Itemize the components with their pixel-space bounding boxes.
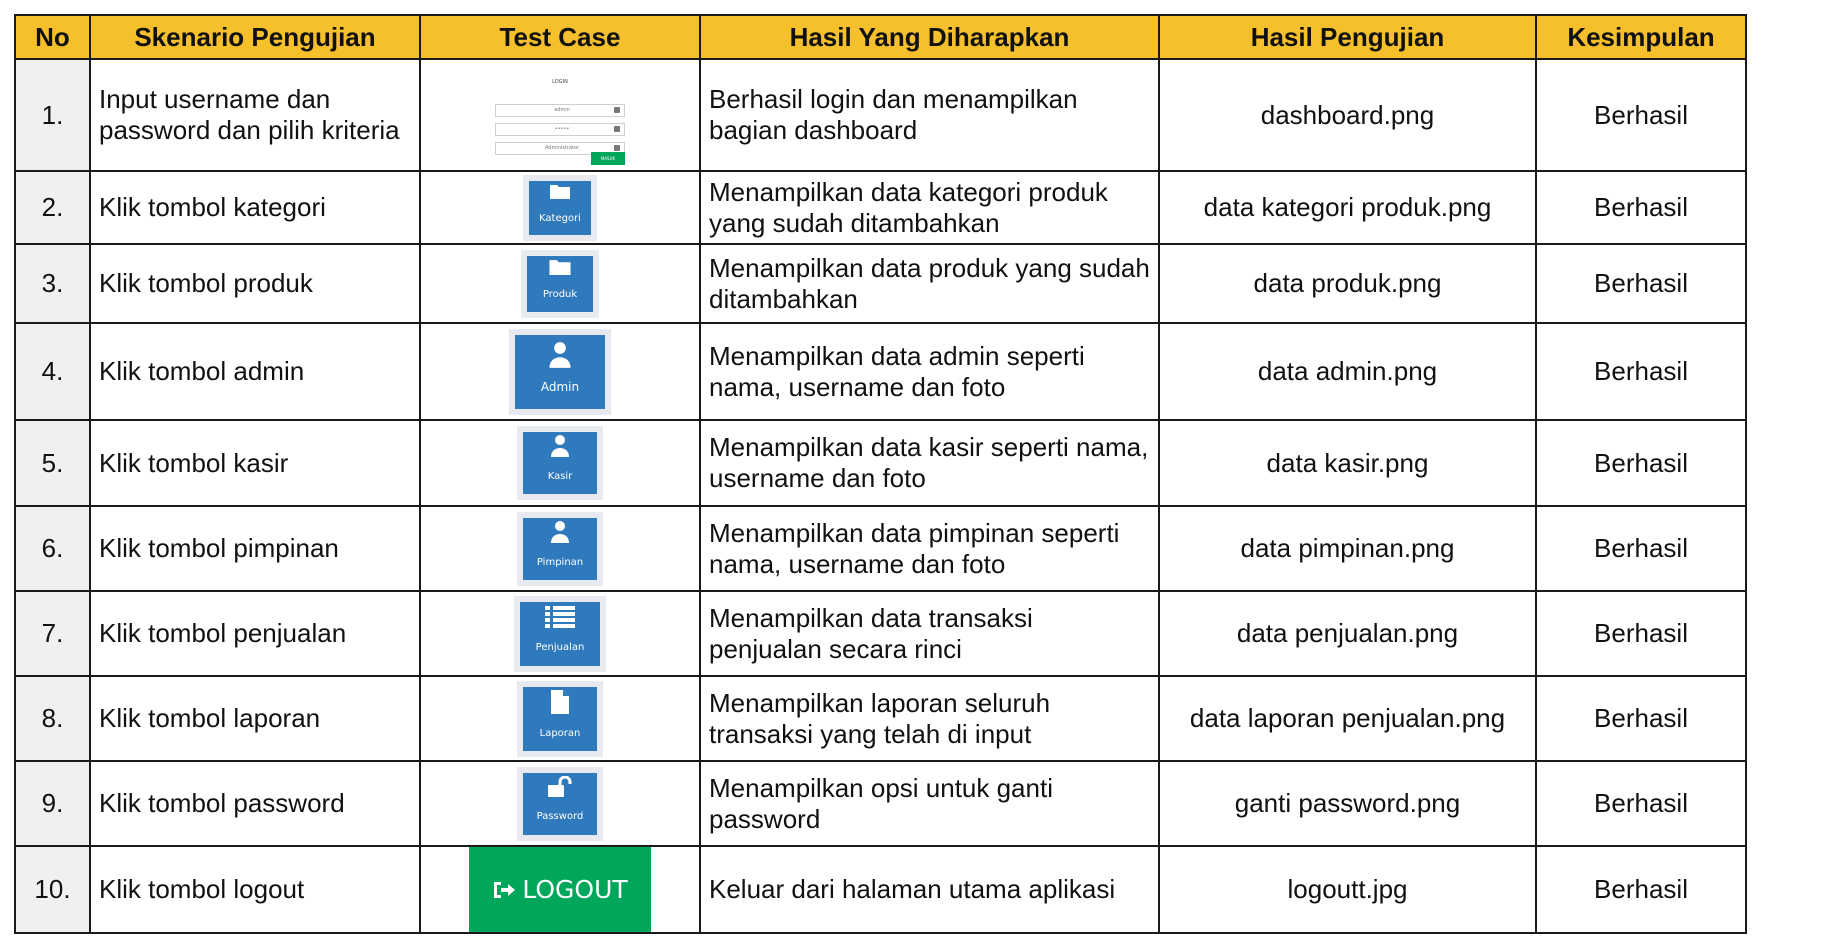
table-row (15, 676, 1746, 761)
admin-button-image: Admin (515, 335, 605, 409)
table-row (15, 591, 1746, 676)
row-skenario: Klik tombol password (90, 761, 420, 846)
row-hasil-pengujian: ganti password.png (1159, 761, 1536, 846)
header-hasil-diharapkan: Hasil Yang Diharapkan (700, 15, 1159, 59)
password-button-image: Password (523, 773, 597, 835)
row-skenario: Klik tombol laporan (90, 676, 420, 761)
row-no: 7. (15, 591, 90, 676)
list-icon (545, 605, 575, 629)
row-hasil-pengujian: data kasir.png (1159, 420, 1536, 506)
row-no: 8. (15, 676, 90, 761)
folder-icon (549, 182, 571, 200)
header-row (15, 15, 1746, 59)
row-skenario: Klik tombol kasir (90, 420, 420, 506)
row-test-case (420, 591, 700, 676)
row-hasil-pengujian: data laporan penjualan.png (1159, 676, 1536, 761)
pimpinan-button-image: Pimpinan (523, 518, 597, 580)
row-no: 6. (15, 506, 90, 591)
row-hasil-pengujian: data kategori produk.png (1159, 171, 1536, 244)
test-table-container (14, 14, 1747, 934)
row-hasil-diharapkan: Menampilkan data kategori produk yang sudah ditambahkan (700, 171, 1159, 244)
row-kesimpulan: Berhasil (1536, 420, 1746, 506)
header-skenario: Skenario Pengujian (90, 15, 420, 59)
row-skenario: Klik tombol produk (90, 244, 420, 323)
row-hasil-pengujian: data produk.png (1159, 244, 1536, 323)
row-no: 10. (15, 846, 90, 933)
login-title: LOGIN (552, 79, 568, 85)
table-row (15, 420, 1746, 506)
row-test-case (420, 506, 700, 591)
row-hasil-pengujian: data pimpinan.png (1159, 506, 1536, 591)
unlock-icon (547, 776, 573, 798)
row-test-case (420, 244, 700, 323)
row-no: 5. (15, 420, 90, 506)
folder-icon (548, 257, 572, 276)
row-skenario: Klik tombol pimpinan (90, 506, 420, 591)
row-test-case (420, 676, 700, 761)
row-no: 1. (15, 59, 90, 171)
file-icon (550, 689, 570, 715)
penjualan-button-image: Penjualan (520, 602, 600, 666)
users-icon (614, 145, 620, 151)
table-row (15, 244, 1746, 323)
table-row (15, 323, 1746, 420)
produk-button-image: Produk (527, 256, 593, 312)
header-test-case: Test Case (420, 15, 700, 59)
row-kesimpulan: Berhasil (1536, 591, 1746, 676)
header-kesimpulan: Kesimpulan (1536, 15, 1746, 59)
row-kesimpulan: Berhasil (1536, 244, 1746, 323)
row-skenario: Klik tombol logout (90, 846, 420, 933)
row-kesimpulan: Berhasil (1536, 761, 1746, 846)
laporan-button-image: Laporan (523, 687, 597, 751)
row-kesimpulan: Berhasil (1536, 323, 1746, 420)
lock-icon (614, 126, 620, 132)
row-test-case (420, 846, 700, 933)
row-hasil-diharapkan: Menampilkan data produk yang sudah ditambahkan (700, 244, 1159, 323)
row-hasil-diharapkan: Menampilkan laporan seluruh transaksi yang telah di input (700, 676, 1159, 761)
header-no: No (15, 15, 90, 59)
user-icon (550, 520, 570, 544)
table-row (15, 846, 1746, 933)
row-test-case (420, 323, 700, 420)
row-hasil-pengujian: logoutt.jpg (1159, 846, 1536, 933)
test-table (14, 14, 1747, 934)
row-hasil-diharapkan: Menampilkan data kasir seperti nama, username dan foto (700, 420, 1159, 506)
row-test-case (420, 171, 700, 244)
row-hasil-pengujian: dashboard.png (1159, 59, 1536, 171)
table-row (15, 761, 1746, 846)
header-hasil-pengujian: Hasil Pengujian (1159, 15, 1536, 59)
row-kesimpulan: Berhasil (1536, 676, 1746, 761)
row-no: 4. (15, 323, 90, 420)
table-row (15, 59, 1746, 171)
row-skenario: Input username dan password dan pilih kriteria (90, 59, 420, 171)
row-test-case (420, 761, 700, 846)
row-no: 2. (15, 171, 90, 244)
row-skenario: Klik tombol kategori (90, 171, 420, 244)
login-role-field: Administrator (495, 142, 625, 155)
login-username-field: admin (495, 104, 625, 117)
row-hasil-pengujian: data admin.png (1159, 323, 1536, 420)
row-hasil-pengujian: data penjualan.png (1159, 591, 1536, 676)
row-hasil-diharapkan: Keluar dari halaman utama aplikasi (700, 846, 1159, 933)
row-no: 3. (15, 244, 90, 323)
row-no: 9. (15, 761, 90, 846)
kasir-button-image: Kasir (523, 432, 597, 494)
user-icon (548, 341, 572, 369)
login-submit-button: MASUK (591, 152, 625, 165)
login-form-image (495, 63, 625, 167)
row-test-case (420, 420, 700, 506)
row-hasil-diharapkan: Menampilkan opsi untuk ganti password (700, 761, 1159, 846)
logout-button-image: LOGOUT (469, 847, 651, 932)
row-kesimpulan: Berhasil (1536, 171, 1746, 244)
row-test-case (420, 59, 700, 171)
row-hasil-diharapkan: Menampilkan data pimpinan seperti nama, username dan foto (700, 506, 1159, 591)
row-hasil-diharapkan: Menampilkan data transaksi penjualan secara rinci (700, 591, 1159, 676)
sign-out-icon (492, 880, 516, 900)
user-icon (550, 434, 570, 458)
row-skenario: Klik tombol penjualan (90, 591, 420, 676)
row-kesimpulan: Berhasil (1536, 846, 1746, 933)
row-kesimpulan: Berhasil (1536, 506, 1746, 591)
user-icon (614, 107, 620, 113)
table-row (15, 171, 1746, 244)
login-password-field: ••••• (495, 123, 625, 136)
row-hasil-diharapkan: Berhasil login dan menampilkan bagian dashboard (700, 59, 1159, 171)
kategori-button-image: Kategori (529, 181, 591, 235)
row-skenario: Klik tombol admin (90, 323, 420, 420)
row-kesimpulan: Berhasil (1536, 59, 1746, 171)
row-hasil-diharapkan: Menampilkan data admin seperti nama, username dan foto (700, 323, 1159, 420)
table-row (15, 506, 1746, 591)
